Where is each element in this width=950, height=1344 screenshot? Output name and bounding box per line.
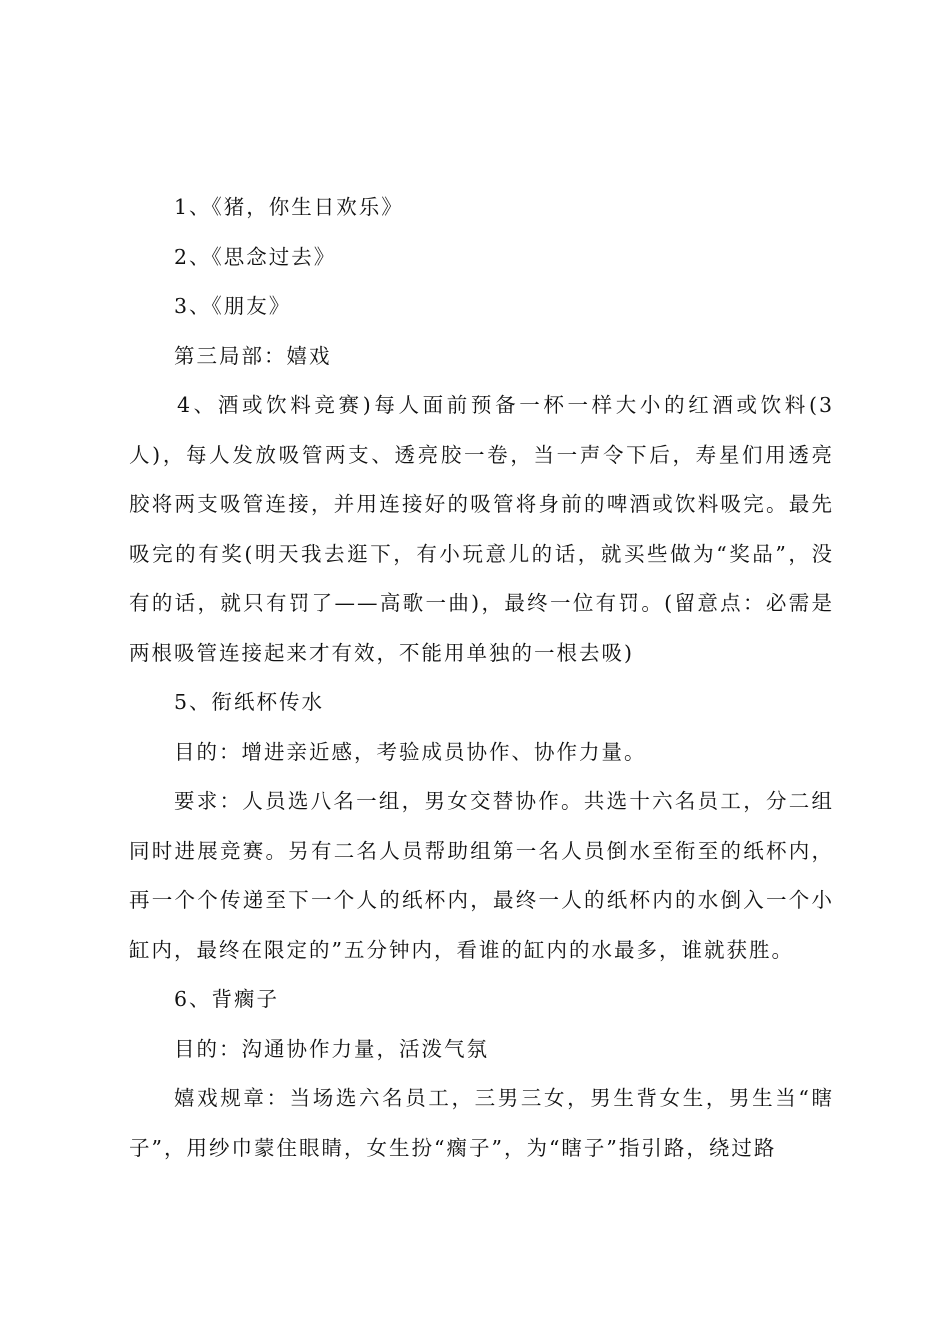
game-6-title: 6、背瘸子: [174, 987, 280, 1011]
section-heading: 第三局部：嬉戏: [174, 343, 332, 368]
game-4-paragraph: 4、酒或饮料竞赛)每人面前预备一杯一样大小的红酒或饮料(3人)，每人发放吸管两支、透亮胶一卷，当一声令下后，寿星们用透亮胶将两支吸管连接，并用连接好的吸管将身前的啤酒或饮料吸完。最先吸完的有奖(明天我去逛下，有小玩意儿的话，就买些做为“奖品”，没有的话，就只有罚了——高歌一曲)，最终一位有罚。(留意点：必需是两根吸管连接起来才有效，不能用单独的一根去吸): [129, 393, 834, 665]
game-5-purpose: 目的：增进亲近感，考验成员协作、协作力量。: [174, 739, 647, 764]
song-item-3: 3、《朋友》: [174, 294, 292, 318]
document-body: [129, 183, 834, 1173]
game-6-rules: 嬉戏规章：当场选六名员工，三男三女，男生背女生，男生当“瞎子”，用纱巾蒙住眼睛，女生扮“瘸子”，为“瞎子”指引路，绕过路: [129, 1086, 834, 1160]
song-item-1: 1、《猪，你生日欢乐》: [174, 195, 404, 219]
song-item-2: 2、《思念过去》: [174, 244, 337, 269]
game-5-requirements: 要求：人员选八名一组，男女交替协作。共选十六名员工，分二组同时进展竞赛。另有二名人员帮助组第一名人员倒水至衔至的纸杯内，再一个个传递至下一个人的纸杯内，最终一人的纸杯内的水倒入一个小缸内，最终在限定的”五分钟内，看谁的缸内的水最多，谁就获胜。: [129, 789, 834, 962]
game-5-title: 5、衔纸杯传水: [174, 690, 325, 714]
game-6-purpose: 目的：沟通协作力量，活泼气氛: [174, 1036, 489, 1061]
